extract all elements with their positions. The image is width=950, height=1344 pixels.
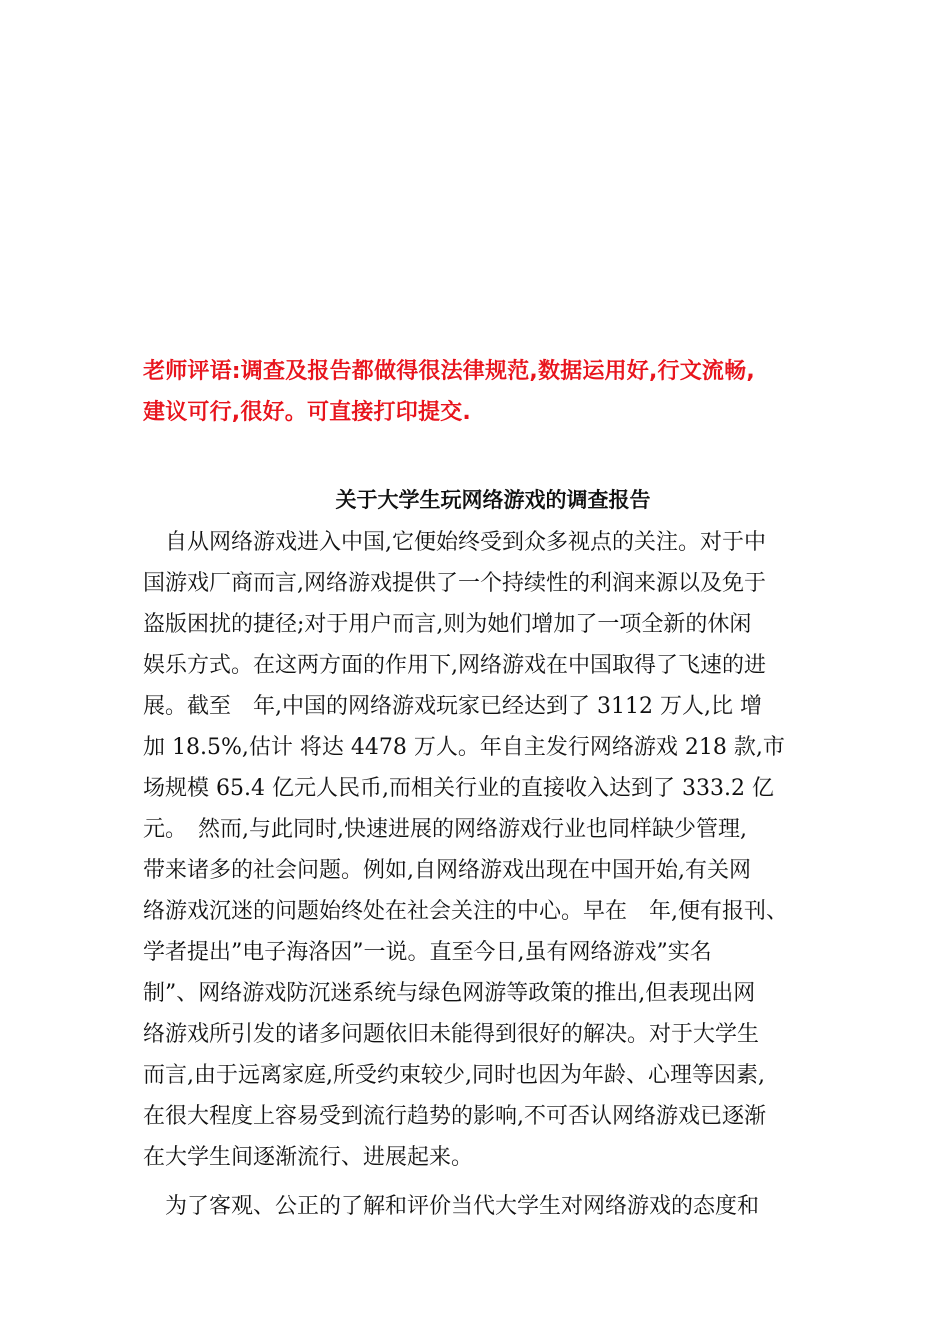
paragraph-1-line: 元。 然而,与此同时,快速进展的网络游戏行业也同样缺少管理,	[143, 817, 747, 842]
teacher-comment-line-1: 老师评语:调查及报告都做得很法律规范,数据运用好,行文流畅,	[143, 359, 755, 384]
paragraph-1	[143, 522, 823, 1178]
paragraph-1-line: 带来诸多的社会问题。例如,自网络游戏出现在中国开始,有关网	[143, 858, 751, 883]
paragraph-1-line: 络游戏所引发的诸多问题依旧未能得到很好的解决。对于大学生	[143, 1022, 760, 1047]
paragraph-2-line: 为了客观、公正的了解和评价当代大学生对网络游戏的态度和	[143, 1194, 760, 1219]
paragraph-1-line: 在很大程度上容易受到流行趋势的影响,不可否认网络游戏已逐渐	[143, 1104, 766, 1129]
paragraph-1-line: 制”、网络游戏防沉迷系统与绿色网游等政策的推出,但表现出网	[143, 981, 756, 1006]
report-title: 关于大学生玩网络游戏的调查报告	[335, 488, 651, 512]
report-body	[143, 522, 823, 1227]
paragraph-1-line: 络游戏沉迷的问题始终处在社会关注的中心。早在 年,便有报刊、	[143, 899, 788, 924]
paragraph-1-line: 在大学生间逐渐流行、进展起来。	[143, 1145, 474, 1170]
paragraph-1-line: 展。截至 年,中国的网络游戏玩家已经达到了 3112 万人,比 增	[143, 694, 762, 719]
paragraph-1-line: 学者提出”电子海洛因”一说。直至今日,虽有网络游戏”实名	[143, 940, 712, 965]
paragraph-2	[143, 1186, 823, 1227]
paragraph-1-line: 加 18.5%,估计 将达 4478 万人。年自主发行网络游戏 218 款,市	[143, 735, 785, 760]
teacher-comment-line-2: 建议可行,很好。可直接打印提交.	[143, 400, 471, 425]
paragraph-gap	[143, 1178, 823, 1186]
paragraph-1-line: 而言,由于远离家庭,所受约束较少,同时也因为年龄、心理等因素,	[143, 1063, 765, 1088]
teacher-comment	[143, 351, 843, 433]
paragraph-1-line: 娱乐方式。在这两方面的作用下,网络游戏在中国取得了飞速的进	[143, 653, 766, 678]
paragraph-1-line: 国游戏厂商而言,网络游戏提供了一个持续性的利润来源以及免于	[143, 571, 766, 596]
paragraph-1-line: 盗版困扰的捷径;对于用户而言,则为她们增加了一项全新的休闲	[143, 612, 752, 637]
paragraph-1-line: 场规模 65.4 亿元人民币,而相关行业的直接收入达到了 333.2 亿	[143, 776, 774, 801]
paragraph-1-line: 自从网络游戏进入中国,它便始终受到众多视点的关注。对于中	[143, 530, 766, 555]
